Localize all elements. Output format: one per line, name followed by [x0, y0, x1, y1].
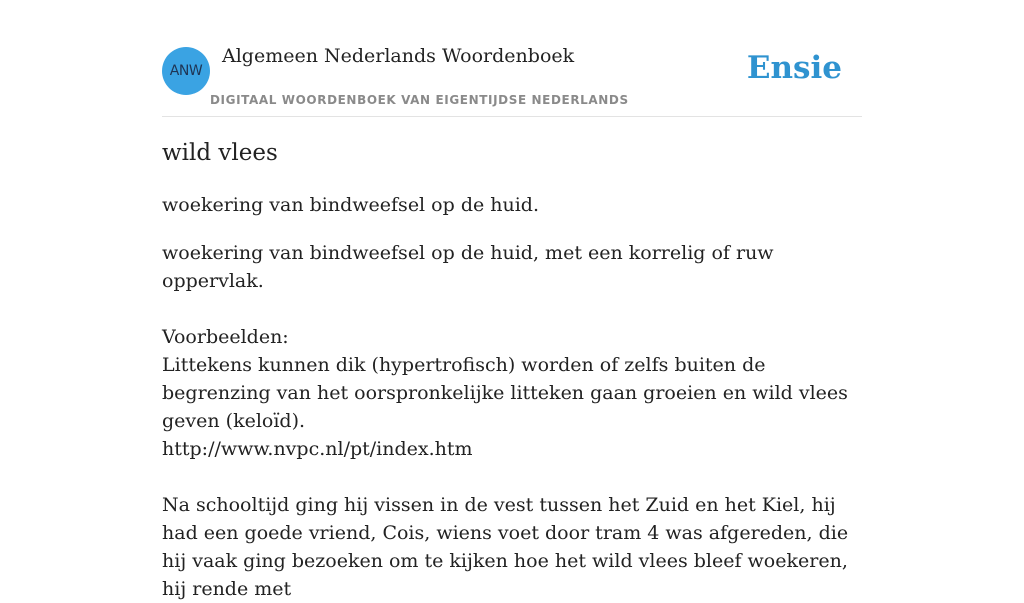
- short-definition: woekering van bindweefsel op de huid.: [162, 194, 540, 216]
- entry-headword: wild vlees: [162, 140, 278, 166]
- spacer: [162, 295, 852, 323]
- spacer: [162, 463, 852, 491]
- page: [162, 0, 862, 600]
- site-title[interactable]: Algemeen Nederlands Woordenboek: [222, 45, 575, 67]
- site-subtitle: DIGITAAL WOORDENBOEK VAN EIGENTIJDSE NEDERLANDS: [210, 93, 629, 107]
- entry-body: [162, 239, 852, 603]
- examples-label: Voorbeelden:: [162, 326, 289, 348]
- anw-logo[interactable]: ANW: [162, 47, 210, 95]
- example-text: Na schooltijd ging hij vissen in de vest tussen het Zuid en het Kiel, hij had een goede vriend, Cois, wiens voet door tram 4 was afgereden, die hij vaak ging bezoeken om te kijken hoe het wild vlees bleef woekeren, hij rende met: [162, 494, 849, 600]
- ensie-brand-link[interactable]: Ensie: [746, 50, 842, 86]
- full-definition: woekering van bindweefsel op de huid, met een korrelig of ruw oppervlak.: [162, 242, 774, 292]
- site-header: [162, 0, 862, 117]
- example-text: Littekens kunnen dik (hypertrofisch) worden of zelfs buiten de begrenzing van het oorspronkelijke litteken gaan groeien en wild vlees geven (keloïd).: [162, 354, 848, 432]
- example-source: http://www.nvpc.nl/pt/index.htm: [162, 438, 473, 460]
